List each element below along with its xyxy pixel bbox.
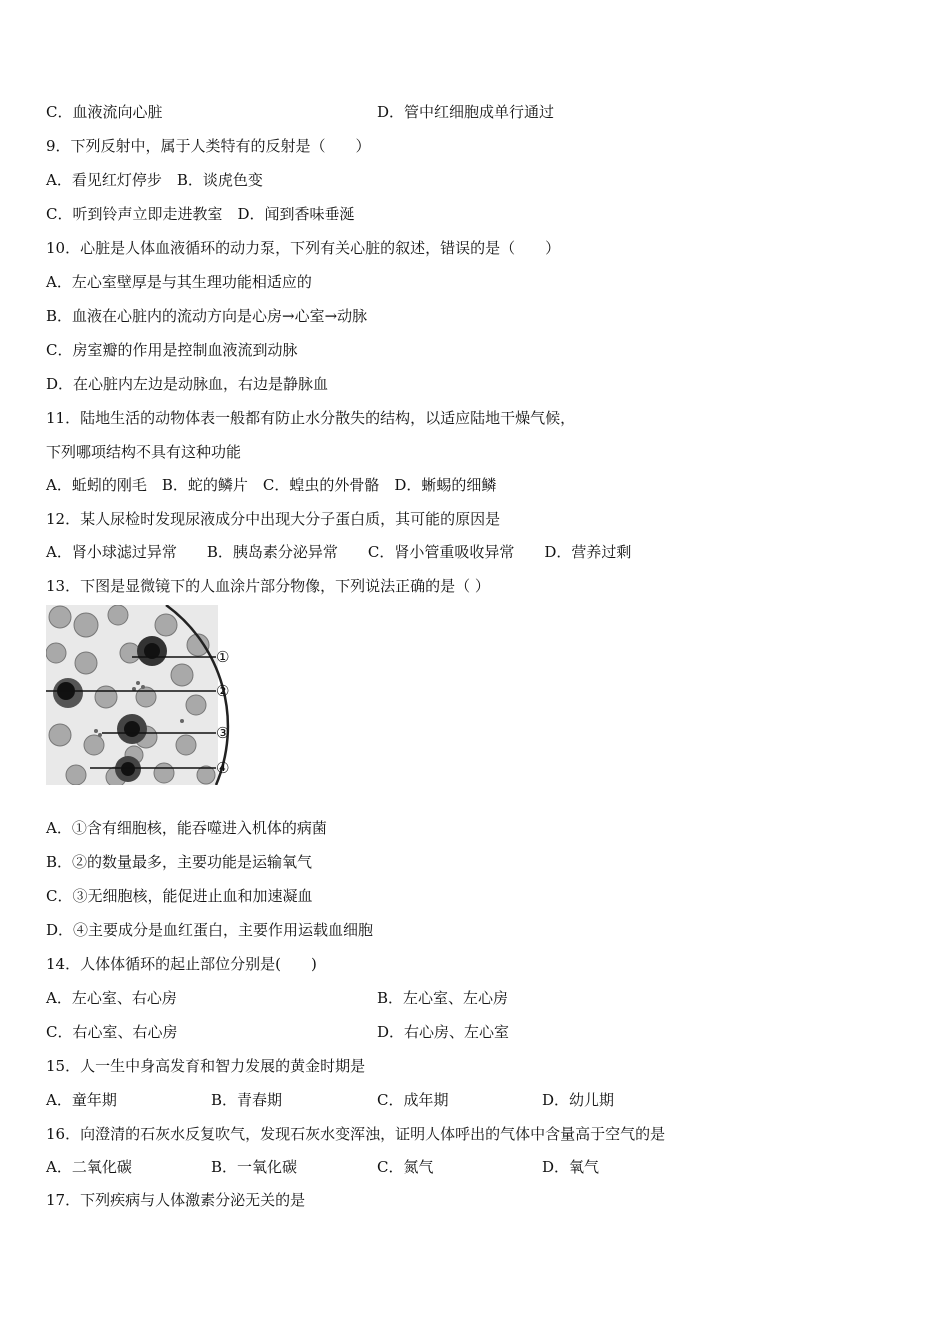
option-c-prev: C．血液流向心脏 [46, 103, 163, 121]
question-15-option-c: C．成年期 [377, 1091, 449, 1109]
question-15: 15．人一生中身高发育和智力发展的黄金时期是 [46, 1057, 366, 1075]
question-13-option-b: B．②的数量最多，主要功能是运输氧气 [46, 853, 313, 871]
question-14-option-b: B．左心室、左心房 [377, 989, 509, 1007]
question-11: 11．陆地生活的动物体表一般都有防止水分散失的结构，以适应陆地干燥气候， [46, 409, 576, 427]
question-11-options: A．蚯蚓的刚毛 B．蛇的鳞片 C．蝗虫的外骨骼 D．蜥蜴的细鳞 [46, 476, 497, 494]
question-13: 13．下图是显微镜下的人血涂片部分物像，下列说法正确的是（ ） [46, 577, 490, 595]
blood-smear-image [46, 605, 236, 785]
figure-label-4: ④ [216, 759, 230, 777]
question-16: 16．向澄清的石灰水反复吹气，发现石灰水变浑浊，证明人体呼出的气体中含量高于空气的是 [46, 1125, 666, 1143]
question-10-option-d: D．在心脏内左边是动脉血，右边是静脉血 [46, 375, 329, 393]
question-10-option-b: B．血液在心脏内的流动方向是心房→心室→动脉 [46, 307, 368, 325]
question-13-option-a: A．①含有细胞核，能吞噬进入机体的病菌 [46, 819, 327, 837]
question-14-option-c: C．右心室、右心房 [46, 1023, 178, 1041]
question-10-option-c: C．房室瓣的作用是控制血液流到动脉 [46, 341, 298, 359]
question-9: 9．下列反射中，属于人类特有的反射是（ ） [46, 137, 371, 155]
question-14: 14．人体体循环的起止部位分别是( ) [46, 955, 317, 973]
question-15-option-b: B．青春期 [211, 1091, 283, 1109]
question-10-option-a: A．左心室壁厚是与其生理功能相适应的 [46, 273, 312, 291]
question-9-options-ab: A．看见红灯停步 B．谈虎色变 [46, 171, 263, 189]
question-12: 12．某人尿检时发现尿液成分中出现大分子蛋白质，其可能的原因是 [46, 510, 501, 528]
figure-label-2: ② [216, 682, 230, 700]
question-11-continued: 下列哪项结构不具有这种功能 [46, 443, 242, 461]
question-16-option-d: D．氧气 [542, 1158, 600, 1176]
question-16-option-c: C．氮气 [377, 1158, 434, 1176]
option-d-prev: D．管中红细胞成单行通过 [377, 103, 555, 121]
question-14-option-a: A．左心室、右心房 [46, 989, 177, 1007]
figure-label-1: ① [216, 648, 230, 666]
question-15-option-d: D．幼儿期 [542, 1091, 615, 1109]
figure-label-3: ③ [216, 724, 230, 742]
question-13-option-d: D．④主要成分是血红蛋白，主要作用运载血细胞 [46, 921, 374, 939]
question-15-option-a: A．童年期 [46, 1091, 117, 1109]
question-14-option-d: D．右心房、左心室 [377, 1023, 510, 1041]
question-17: 17．下列疾病与人体激素分泌无关的是 [46, 1191, 306, 1209]
question-9-options-cd: C．听到铃声立即走进教室 D．闻到香味垂涎 [46, 205, 355, 223]
question-12-options: A．肾小球滤过异常 B．胰岛素分泌异常 C．肾小管重吸收异常 D．营养过剩 [46, 543, 632, 561]
question-16-option-b: B．一氧化碳 [211, 1158, 298, 1176]
question-13-option-c: C．③无细胞核，能促进止血和加速凝血 [46, 887, 313, 905]
question-10: 10．心脏是人体血液循环的动力泵，下列有关心脏的叙述，错误的是（ ） [46, 239, 561, 257]
question-16-option-a: A．二氧化碳 [46, 1158, 132, 1176]
blood-smear-figure [46, 605, 236, 785]
